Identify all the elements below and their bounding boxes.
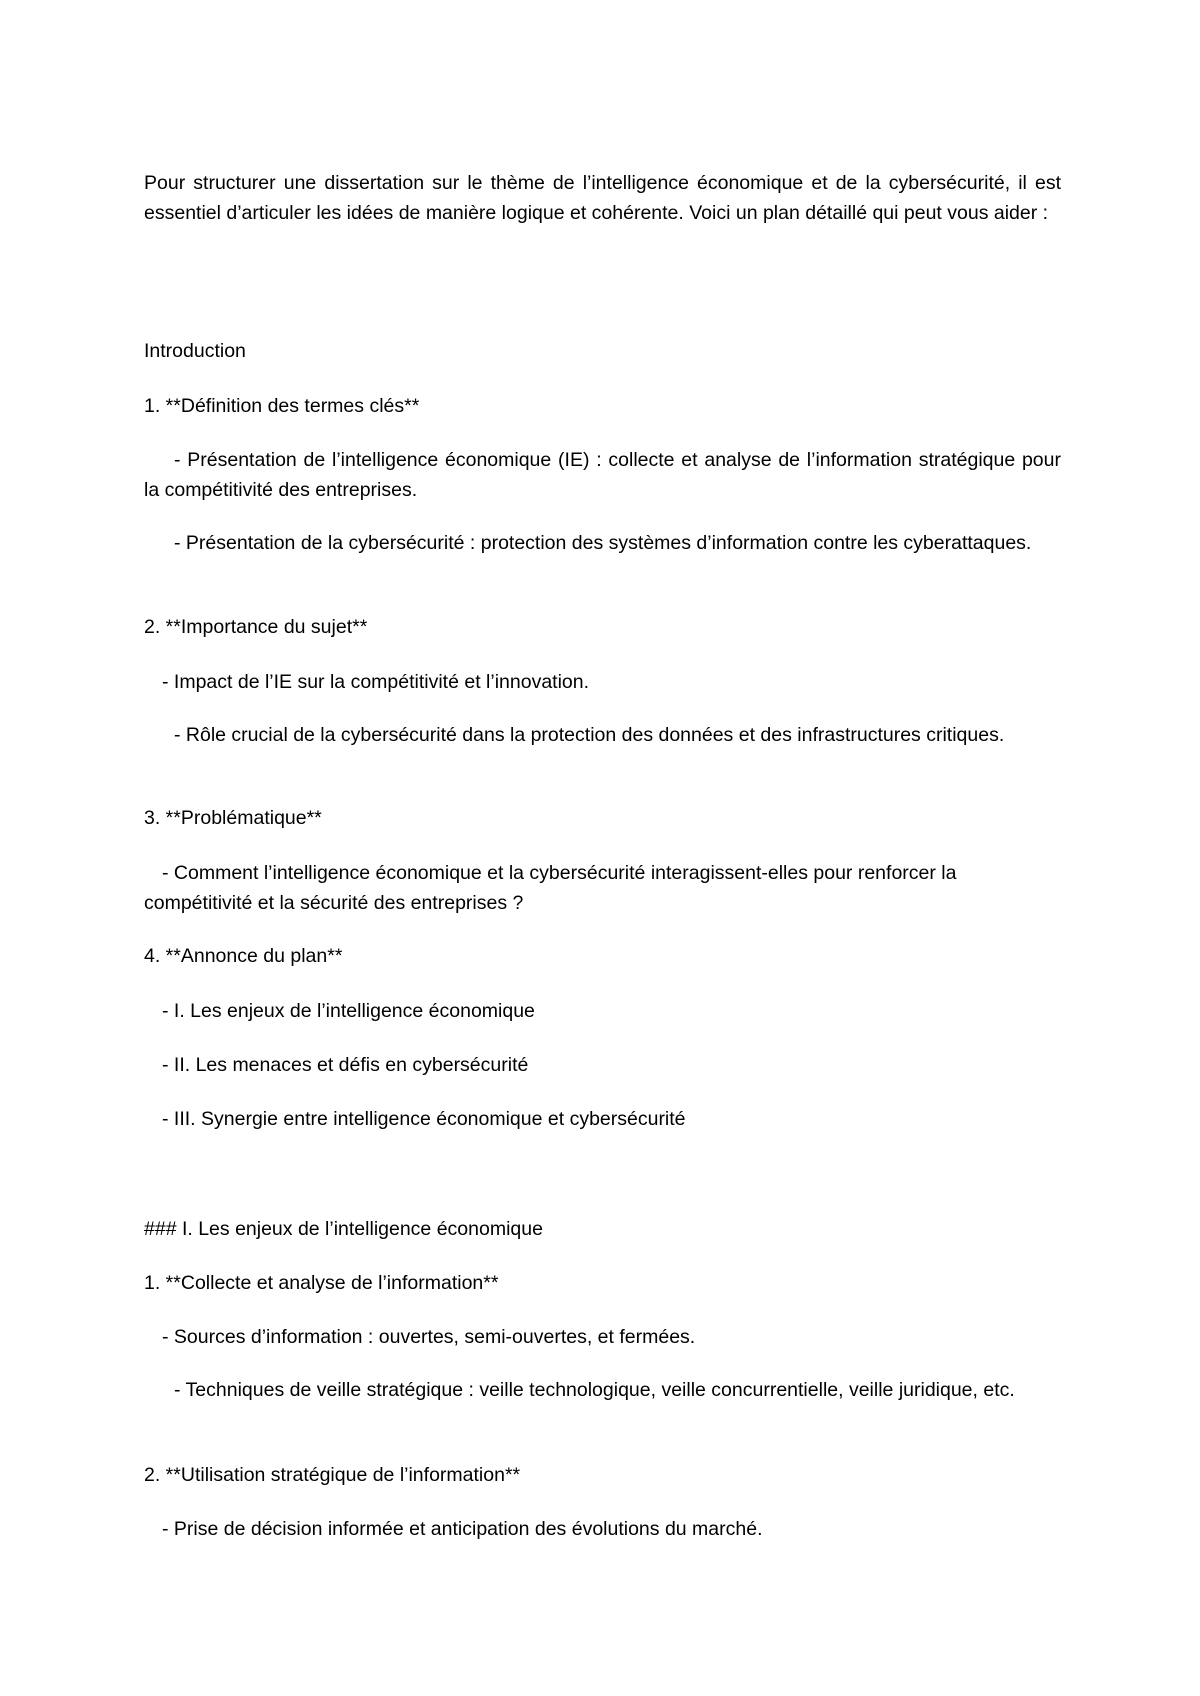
- intro-paragraph: Pour structurer une dissertation sur le thème de l’intelligence économique et de la cybersécurité, il est essentiel d’articuler les idées de manière logique et cohérente. Voici un plan détaillé qui peut vous aider :: [144, 172, 1061, 224]
- section-heading: 2. **Utilisation stratégique de l’information**: [144, 1464, 521, 1486]
- bullet-item: - Comment l’intelligence économique et la cybersécurité interagissent-elles pour renforcer la compétitivité et la sécurité des entreprises ?: [144, 862, 957, 914]
- part-heading: ### I. Les enjeux de l’intelligence économique: [144, 1218, 543, 1240]
- bullet-item: - Techniques de veille stratégique : veille technologique, veille concurrentielle, veille juridique, etc.: [174, 1379, 1015, 1401]
- bullet-item: - I. Les enjeux de l’intelligence économique: [162, 1000, 535, 1022]
- bullet-item: - III. Synergie entre intelligence économique et cybersécurité: [162, 1108, 686, 1130]
- section-heading: 2. **Importance du sujet**: [144, 616, 368, 638]
- bullet-item: - Présentation de l’intelligence économique (IE) : collecte et analyse de l’information stratégique pour la compétitivité des entreprises.: [144, 449, 1061, 501]
- bullet-item: - Prise de décision informée et anticipation des évolutions du marché.: [162, 1518, 763, 1540]
- introduction-heading: Introduction: [144, 340, 246, 362]
- section-heading: 1. **Collecte et analyse de l’information**: [144, 1272, 499, 1294]
- bullet-item: - Impact de l’IE sur la compétitivité et l’innovation.: [162, 671, 590, 693]
- section-heading: 1. **Définition des termes clés**: [144, 395, 420, 417]
- bullet-item: - Sources d’information : ouvertes, semi-ouvertes, et fermées.: [162, 1326, 696, 1348]
- section-heading: 4. **Annonce du plan**: [144, 945, 343, 967]
- bullet-item: - II. Les menaces et défis en cybersécurité: [162, 1054, 529, 1076]
- bullet-item: - Présentation de la cybersécurité : protection des systèmes d’information contre les cyberattaques.: [174, 532, 1032, 554]
- bullet-item: - Rôle crucial de la cybersécurité dans la protection des données et des infrastructures critiques.: [174, 724, 1005, 746]
- section-heading: 3. **Problématique**: [144, 807, 322, 829]
